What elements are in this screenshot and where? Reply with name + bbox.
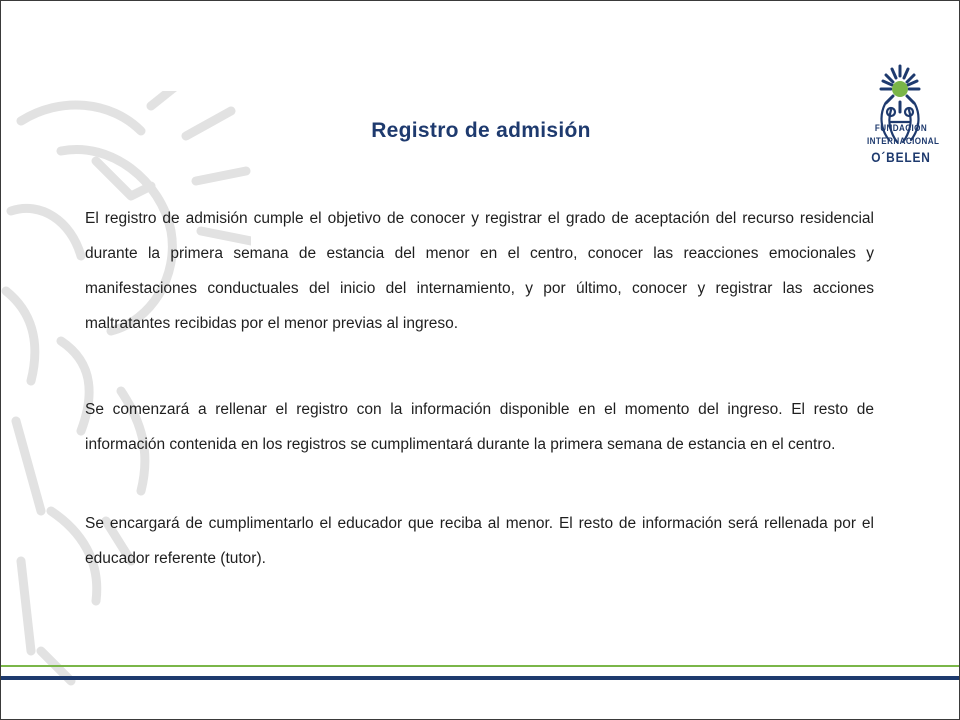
page-title: Registro de admisión: [371, 119, 591, 142]
paragraph-2: Se comenzará a rellenar el registro con la información disponible en el momento del ingreso. El resto de información contenida en los registros se cumplimentará durante la primera semana de estancia en el centro.: [85, 401, 874, 453]
logo-line-3: O´BELEN: [871, 149, 931, 165]
paragraph-3: Se encargará de cumplimentarlo el educador que reciba al menor. El resto de información será rellenada por el educador referente (tutor).: [85, 515, 874, 567]
logo-line-1: FUNDACIÓN: [874, 123, 928, 134]
footer-green-rule: [1, 665, 959, 667]
footer-blue-rule: [1, 676, 959, 680]
sun-watermark-icon: [1, 91, 251, 691]
paragraph-1: El registro de admisión cumple el objetivo de conocer y registrar el grado de aceptación del recurso residencial durante la primera semana de estancia del menor en el centro, conocer las reacciones emocionales y manifestaciones conductuales del inicio del internamiento, y por último, conocer y registrar las acciones maltratantes recibidas por el menor previas al ingreso.: [85, 210, 874, 332]
logo-line-2: INTERNACIONAL: [867, 136, 940, 147]
